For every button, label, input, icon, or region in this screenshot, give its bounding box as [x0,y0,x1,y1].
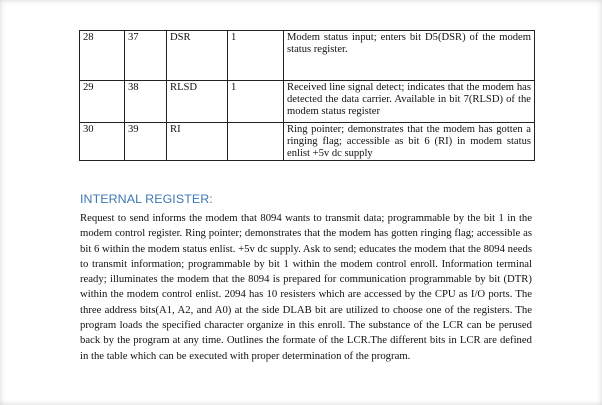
signal-direction: 1 [228,81,284,123]
signal-description: Modem status input; enters bit D5(DSR) of the modem status register. [284,31,535,81]
signal-name: RLSD [167,81,228,123]
pin-number-a: 30 [80,123,125,161]
signal-name: RI [167,123,228,161]
table-row [80,81,535,123]
pin-number-a: 29 [80,81,125,123]
pin-number-a: 28 [80,31,125,81]
section-body-paragraph: Request to send informs the modem that 8094 wants to transmit data; programmable by the bit 1 in the modem control register. Ring pointer; demonstrates that the modem has gotten ringing flag; accessible as bit 6 within the modem status enlist. +5v dc supply. Ask to send; educates the modem that the 8094 needs to transmit information; programmable by bit 1 within the modem control enroll. Information terminal ready; illuminates the modem that the 8094 is prepared for communication programmable by bit (DTR) within the modem control enlist. 2094 has 10 resisters which are accessed by the CPU as I/O ports. The three address bits(A1, A2, and A0) at the side DLAB bit are utilized to choose one of the registers. The program loads the specified character organize in this enroll. The substance of the LCR can be perused back by the program at any time. Outlines the formate of the LCR.The different bits in LCR are defined in the table which can be executed with proper determination of the program. [80,212,532,362]
pin-number-b: 37 [125,31,167,81]
pin-table [79,30,535,161]
signal-description: Ring pointer; demonstrates that the modem has gotten a ringing flag; accessible as bit 6 (RI) in modem status enlist +5v dc supply [284,123,535,161]
table-row [80,31,535,81]
signal-description: Received line signal detect; indicates that the modem has detected the data carrier. Available in bit 7(RLSD) of the modem status register [284,81,535,123]
table-row [80,123,535,161]
signal-name: DSR [167,31,228,81]
signal-direction [228,123,284,161]
signal-direction: 1 [228,31,284,81]
pin-number-b: 39 [125,123,167,161]
section-heading: INTERNAL REGISTER: [80,192,213,206]
pin-number-b: 38 [125,81,167,123]
